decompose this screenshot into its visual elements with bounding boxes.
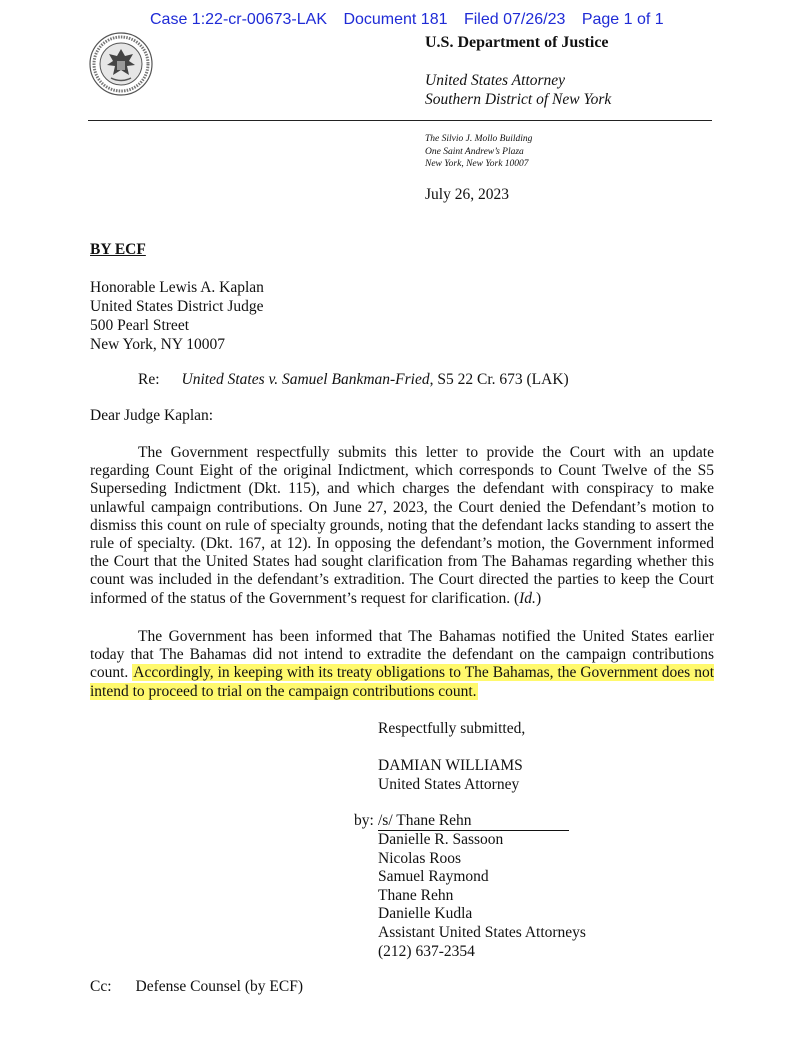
attorney-list bbox=[378, 831, 586, 961]
page-indicator: Page 1 of 1 bbox=[581, 11, 664, 28]
delivery-method: BY ECF bbox=[90, 241, 146, 258]
paragraph-2-text: The Government has been informed that The Bahamas notified the United States earlier today that The Bahamas did not intend to extradite the defendant on the campaign contributions count. bbox=[90, 628, 714, 682]
attorney-2: Nicolas Roos bbox=[378, 849, 462, 867]
signature-line bbox=[378, 812, 569, 831]
signer-block bbox=[378, 757, 523, 794]
cc-label: Cc: bbox=[90, 978, 112, 995]
letterhead-divider bbox=[88, 120, 712, 121]
document-number: Document 181 bbox=[343, 11, 448, 28]
case-docket: , S5 22 Cr. 673 (LAK) bbox=[429, 371, 569, 388]
cc-line bbox=[90, 978, 303, 996]
letter-date: July 26, 2023 bbox=[425, 186, 509, 203]
salutation: Dear Judge Kaplan: bbox=[90, 407, 214, 424]
recipient-line-1: Honorable Lewis A. Kaplan bbox=[90, 279, 264, 296]
recipient-block bbox=[90, 278, 264, 354]
paragraph-1-citation: Id. bbox=[519, 589, 536, 607]
body-paragraph-2 bbox=[90, 628, 714, 701]
body-paragraph-1 bbox=[90, 444, 714, 608]
office-line-2: Southern District of New York bbox=[425, 91, 612, 108]
address-line-1: The Silvio J. Mollo Building bbox=[425, 134, 533, 144]
cc-value: Defense Counsel (by ECF) bbox=[135, 978, 303, 995]
office-line-1: United States Attorney bbox=[425, 72, 566, 89]
attorney-1: Danielle R. Sassoon bbox=[378, 831, 504, 848]
address-line-3: New York, New York 10007 bbox=[425, 159, 529, 169]
attorney-3: Samuel Raymond bbox=[378, 868, 489, 886]
attorney-title: Assistant United States Attorneys bbox=[378, 923, 586, 941]
address-line-2: One Saint Andrew’s Plaza bbox=[425, 146, 524, 157]
phone-number: (212) 637-2354 bbox=[378, 942, 475, 960]
attorney-5: Danielle Kudla bbox=[378, 905, 473, 923]
signature-text: /s/ Thane Rehn bbox=[378, 812, 472, 829]
paragraph-1-end: ) bbox=[535, 589, 542, 607]
recipient-line-4: New York, NY 10007 bbox=[90, 336, 226, 353]
department-name: U.S. Department of Justice bbox=[425, 34, 609, 51]
ecf-filing-header bbox=[150, 11, 676, 29]
by-label: by: bbox=[354, 812, 374, 829]
signer-title: United States Attorney bbox=[378, 775, 520, 793]
doj-seal-icon bbox=[89, 32, 153, 96]
office-name bbox=[425, 71, 611, 109]
recipient-line-2: United States District Judge bbox=[90, 298, 264, 315]
closing: Respectfully submitted, bbox=[378, 720, 526, 737]
re-line bbox=[138, 371, 569, 389]
filed-date: Filed 07/26/23 bbox=[463, 11, 566, 28]
recipient-line-3: 500 Pearl Street bbox=[90, 317, 190, 334]
office-address bbox=[425, 133, 532, 171]
highlighted-text: Accordingly, in keeping with its treaty obligations to The Bahamas, the Government does not intend to proceed to trial on the campaign contributions count. bbox=[90, 664, 714, 700]
case-number: Case 1:22-cr-00673-LAK bbox=[150, 11, 327, 28]
attorney-4: Thane Rehn bbox=[378, 886, 454, 904]
signer-name: DAMIAN WILLIAMS bbox=[378, 757, 523, 774]
case-name: United States v. Samuel Bankman-Fried bbox=[181, 371, 430, 388]
re-label: Re: bbox=[138, 371, 160, 388]
paragraph-1-text: The Government respectfully submits this letter to provide the Court with an update regarding Count Eight of the original Indictment, which corresponds to Count Twelve of the S5 Superseding Indictment (Dkt. 115), and which charges the defendant with conspiracy to make unlawful campaign contributions. On June 27, 2023, the Court denied the Defendant’s motion to dismiss this count on rule of specialty grounds, noting that the defendant lacks standing to assert the rule of specialty. (Dkt. 167, at 12). In opposing the defendant’s motion, the Government informed the Court that the United States had sought clarification from The Bahamas regarding whether this count was included in the defendant’s extradition. The Court directed the parties to keep the Court informed of the status of the Government’s request for clarification. ( bbox=[90, 444, 714, 607]
